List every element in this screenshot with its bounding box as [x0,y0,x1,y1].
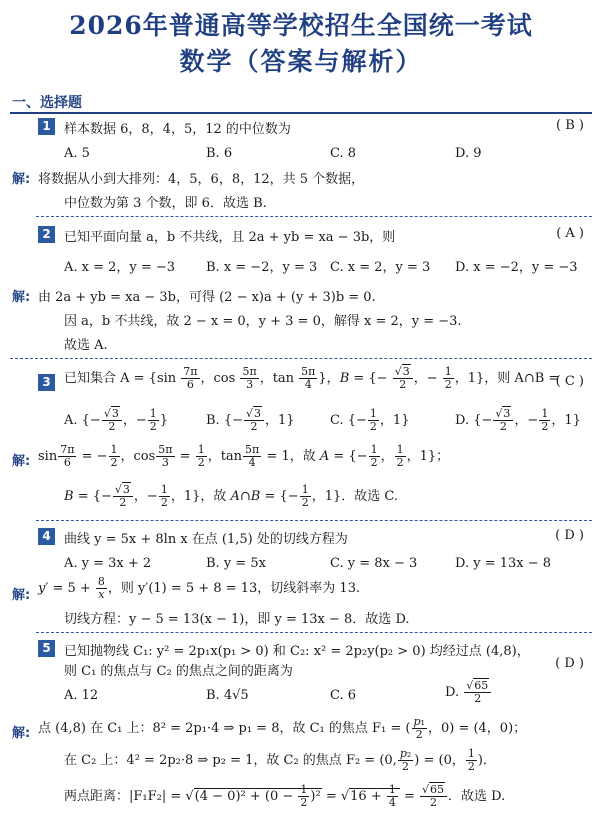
option-3c: C. {− $\frac{1}{2}$ ，1} [330,407,410,433]
option-5a: A. 12 [64,688,99,703]
solution-5-line1: 点 (4,8) 在 C₁ 上：8² = 2p₁·4 ⇒ p₁ = 8，故 C₁ 的焦点 F₁ = ( $\frac{\text{p₁}}{2}$ ，0) = (4，0)； [38,715,527,741]
option-3a: A. {− $\frac{√3}{2}$ ，− $\frac{1}{2}$ } [64,407,169,433]
option-4c: C. y = 8x − 3 [330,556,418,571]
question-number-3: 3 [38,374,55,391]
section-heading: 一、选择题 [12,95,82,111]
answer-3: ( C ) [555,374,584,389]
question-divider [10,358,592,359]
question-stem-5-line2: 则 C₁ 的焦点与 C₂ 的焦点之间的距离为 [64,664,293,679]
solution-4-line1: y′ = 5 + $\frac{8}{x}$ ，则 y′(1) = 5 + 8 = 13，切线斜率为 13. [38,575,361,601]
option-4d: D. y = 13x − 8 [455,556,552,571]
option-1b: B. 6 [206,146,233,161]
option-2b: B. x = −2，y = 3 [206,260,318,275]
option-1d: D. 9 [455,146,482,161]
option-1a: A. 5 [64,146,90,161]
solution-2-line2: 因 a，b 不共线，故 2 − x = 0，y + 3 = 0，解得 x = 2，y = −3. [64,314,462,329]
solution-2-line1: 由 2a + yb = xa − 3b，可得 (2 − x)a + (y + 3)b = 0. [38,290,376,305]
question-number-2: 2 [38,226,55,243]
option-5b: B. 4√5 [206,688,249,703]
section-divider [10,112,592,114]
answer-1: ( B ) [556,118,584,133]
answer-5: ( D ) [555,656,584,671]
solution-1-line2: 中位数为第 3 个数，即 6．故选 B. [64,196,267,211]
option-5c: C. 6 [330,688,357,703]
solution-label-5: 解: [12,726,31,741]
question-stem-5-line1: 已知抛物线 C₁: y² = 2p₁x(p₁ > 0) 和 C₂: x² = 2p₂y(p₂ > 0) 均经过点 (4,8)， [64,644,530,659]
solution-label-1: 解: [12,172,31,187]
solution-label-2: 解: [12,290,31,305]
answer-2: ( A ) [556,226,584,241]
solution-5-line3: 两点距离：|F₁F₂| = √(4 − 0)² + (0 − $\frac{1}{2}$ )² = √16 + $\frac{1}{4}$ = $\frac{√65}{2}$ ．故选 D. [64,783,506,809]
option-3d: D. {− $\frac{√3}{2}$ ，− $\frac{1}{2}$ ，1} [455,407,581,433]
question-stem-3: 已知集合 A = {sin $\frac{7\pi}{6}$ ，cos $\frac{5\pi}{3}$ ，tan $\frac{5\pi}{4}$ }，B = {− $\frac{√3}{2}$ ，− $\frac{1}{2}$ ，1}，则 A∩B = [64,365,560,391]
question-divider [36,520,592,521]
question-stem-1: 样本数据 6，8，4，5，12 的中位数为 [64,122,291,137]
solution-5-line2: 在 C₂ 上：4² = 2p₂·8 ⇒ p₂ = 1，故 C₂ 的焦点 F₂ = (0, $\frac{\text{p₂}}{2}$ ) = (0， $\frac{1}{2}$ )． [64,747,496,773]
answer-4: ( D ) [555,528,584,543]
option-2c: C. x = 2，y = 3 [330,260,431,275]
question-divider [36,216,592,217]
solution-1-line1: 将数据从小到大排列：4，5，6，8，12，共 5 个数据， [38,172,365,187]
question-divider [36,632,592,633]
option-3b: B. {− $\frac{√3}{2}$ ，1} [206,407,295,433]
option-2d: D. x = −2，y = −3 [455,260,578,275]
question-number-5: 5 [38,640,55,657]
solution-label-3: 解: [12,454,31,469]
page-title: 2026年普通高等学校招生全国统一考试 [69,11,533,40]
option-4b: B. y = 5x [206,556,266,571]
solution-4-line2: 切线方程：y − 5 = 13(x − 1)，即 y = 13x − 8．故选 D. [64,612,410,627]
question-number-4: 4 [38,528,55,545]
option-1c: C. 8 [330,146,357,161]
solution-3-line2: B = {− $\frac{√3}{2}$ ，− $\frac{1}{2}$ ，1}，故 A∩B = {− $\frac{1}{2}$ ，1}．故选 C. [64,483,398,509]
question-stem-2: 已知平面向量 a，b 不共线，且 2a + yb = xa − 3b，则 [64,230,396,245]
option-4a: A. y = 3x + 2 [64,556,152,571]
solution-2-line3: 故选 A. [64,338,108,353]
question-stem-4: 曲线 y = 5x + 8ln x 在点 (1,5) 处的切线方程为 [64,532,348,547]
solution-3-line1: sin $\frac{7\pi}{6}$ = − $\frac{1}{2}$ ，cos $\frac{5\pi}{3}$ = $\frac{1}{2}$ ，tan $\frac{5\pi}{4}$ = 1，故 A = {− $\frac{1}{2}$ ， $\frac{1}{2}$ ，1}； [38,443,450,469]
question-number-1: 1 [38,118,55,135]
option-5d: D. $\frac{√65}{2}$ [445,680,492,705]
page-subtitle: 数学（答案与解析） [179,47,423,76]
option-2a: A. x = 2，y = −3 [64,260,176,275]
solution-label-4: 解: [12,588,31,603]
